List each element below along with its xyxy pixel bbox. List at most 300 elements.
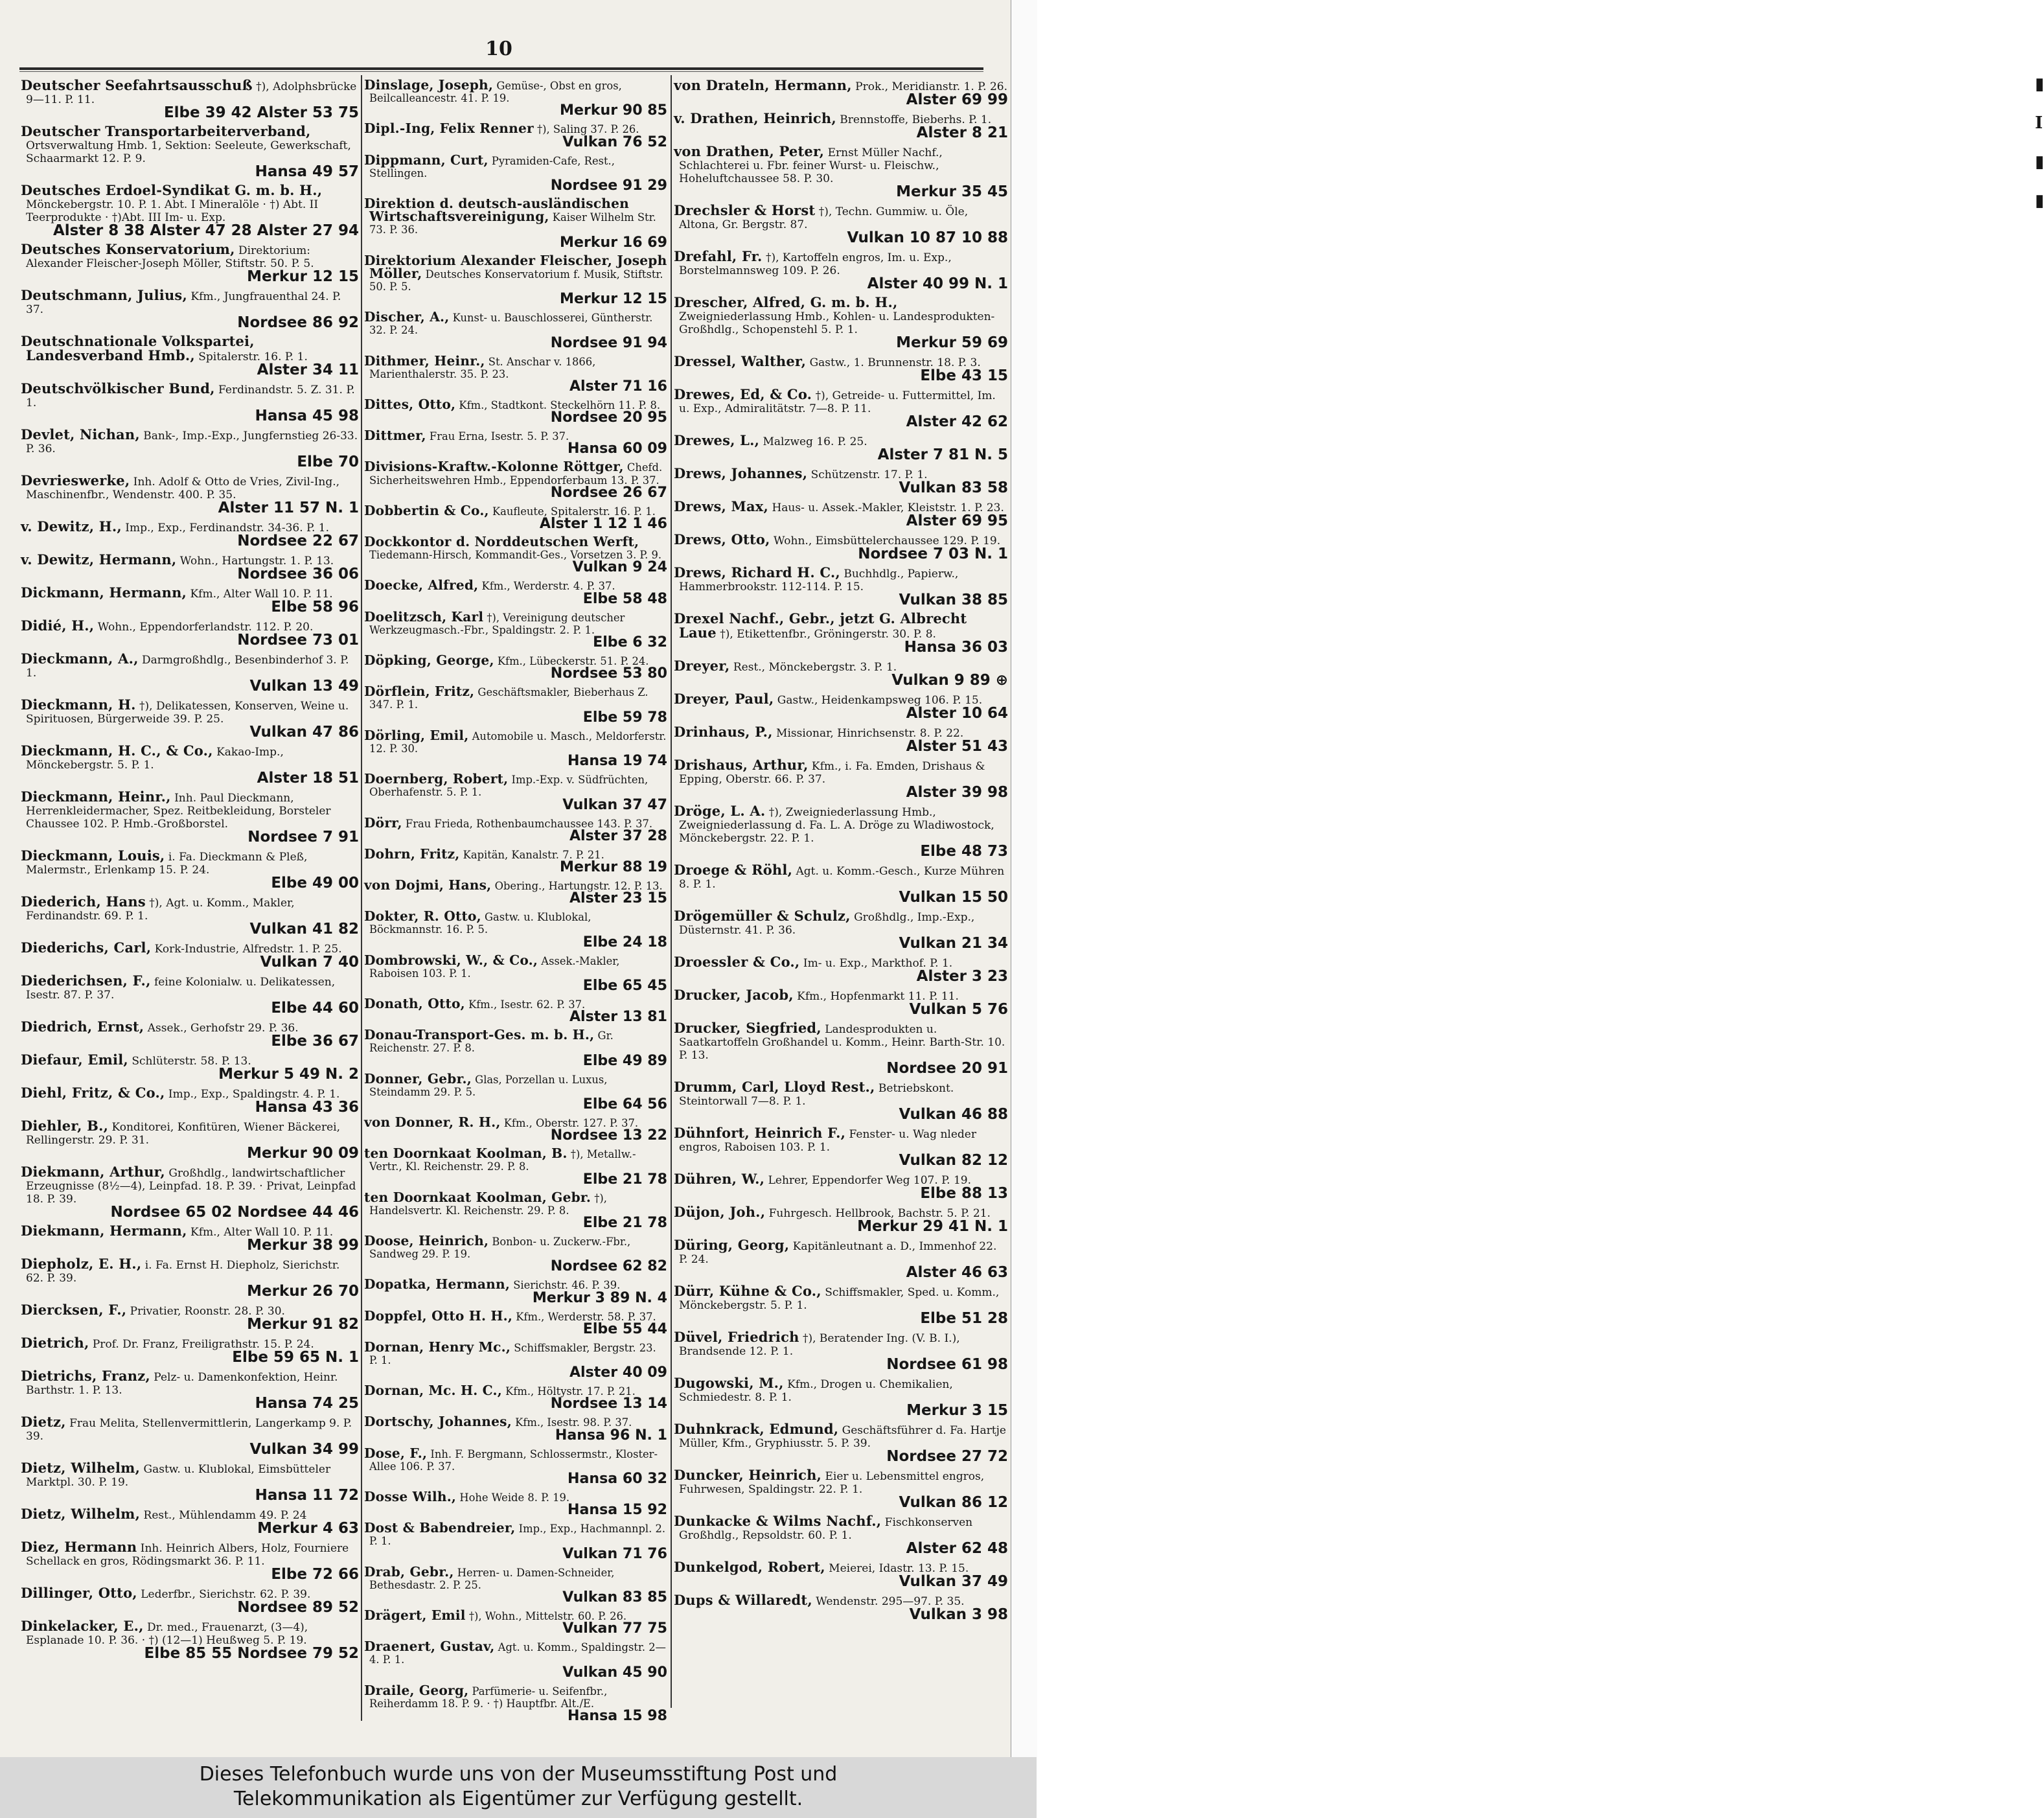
entry-name: Döpking, George, bbox=[364, 652, 494, 669]
directory-entry bbox=[364, 910, 667, 950]
directory-entry bbox=[21, 586, 359, 616]
entry-name: von Dojmi, Hans, bbox=[364, 877, 492, 893]
directory-entry bbox=[674, 956, 1008, 985]
directory-entry bbox=[364, 461, 667, 500]
phone-number: Nordsee 89 52 bbox=[237, 1599, 359, 1616]
entry-name: Diekmann, Arthur, bbox=[21, 1164, 165, 1180]
entry-name: Drab, Gebr., bbox=[364, 1563, 454, 1580]
entry-details: †), Agt. u. Komm., Makler, Ferdinandstr. 69. P. 1. bbox=[26, 897, 295, 923]
directory-column-2 bbox=[364, 79, 667, 1728]
directory-entry bbox=[21, 1416, 359, 1458]
directory-entry bbox=[364, 814, 667, 844]
phone-number: Alster 7 81 N. 5 bbox=[877, 446, 1008, 463]
directory-entry bbox=[21, 1587, 359, 1616]
entry-name: Dickmann, Hermann, bbox=[21, 584, 187, 601]
phone-number: Merkur 88 19 bbox=[560, 858, 667, 875]
phone-number: Nordsee 62 82 bbox=[550, 1258, 667, 1275]
directory-entry bbox=[364, 79, 667, 119]
entry-details: Pelz- u. Damenkonfektion, Heinr. Barthstr. 1. P. 13. bbox=[26, 1371, 338, 1397]
entry-details: Glas, Porzellan u. Luxus, Steindamm 29. P. 5. bbox=[369, 1073, 608, 1098]
phone-number: Merkur 12 15 bbox=[560, 291, 667, 308]
entry-details: Lehrer, Eppendorfer Weg 107. P. 19. bbox=[764, 1174, 971, 1187]
entry-details: †), Delikatessen, Konserven, Weine u. Spirituosen, Bürgerweide 39. P. 25. bbox=[26, 700, 349, 726]
entry-name: Doernberg, Robert, bbox=[364, 771, 509, 787]
entry-name: Drumm, Carl, Lloyd Rest., bbox=[674, 1079, 875, 1095]
entry-details: feine Kolonialw. u. Delikatessen, Isestr. 87. P. 37. bbox=[26, 976, 336, 1002]
directory-entry bbox=[21, 184, 359, 239]
directory-entry bbox=[674, 467, 1008, 496]
phone-number: Alster 1 12 1 46 bbox=[539, 516, 667, 533]
entry-name: Donner, Gebr., bbox=[364, 1070, 472, 1087]
directory-entry bbox=[21, 1620, 359, 1662]
directory-entry bbox=[21, 895, 359, 938]
entry-details: Kork-Industrie, Alfredstr. 1. P. 25. bbox=[151, 943, 342, 956]
entry-name: Discher, A., bbox=[364, 309, 450, 325]
directory-entry bbox=[21, 243, 359, 285]
directory-entry bbox=[674, 1081, 1008, 1123]
phone-number: Vulkan 21 34 bbox=[899, 935, 1008, 952]
entry-name: Dinkelacker, E., bbox=[21, 1618, 144, 1634]
phone-number: Elbe 65 45 bbox=[582, 977, 667, 994]
phone-number: Alster 37 28 bbox=[569, 827, 667, 844]
entry-name: Drishaus, Arthur, bbox=[674, 757, 809, 773]
phone-number: Elbe 64 56 bbox=[582, 1096, 667, 1112]
directory-entry bbox=[674, 759, 1008, 801]
phone-number: Vulkan 76 52 bbox=[562, 133, 667, 150]
entry-details: Gr. Reichenstr. 27. P. 8. bbox=[369, 1030, 614, 1055]
entry-name: von Donner, R. H., bbox=[364, 1114, 501, 1130]
entry-details: Gemüse-, Obst en gros, Beilcalleancestr. 41. P. 19. bbox=[369, 80, 622, 105]
entry-details: Frau Frieda, Rothenbaumchaussee 143. P. 37. bbox=[402, 817, 653, 830]
phone-number: Merkur 90 85 bbox=[560, 102, 667, 119]
directory-entry bbox=[364, 1116, 667, 1144]
directory-entry bbox=[674, 1173, 1008, 1202]
phone-number: Nordsee 65 02 Nordsee 44 46 bbox=[110, 1204, 359, 1221]
entry-name: Deutschmann, Julius, bbox=[21, 287, 187, 303]
phone-number: Elbe 88 13 bbox=[920, 1185, 1008, 1202]
phone-number: Elbe 70 bbox=[297, 454, 359, 470]
phone-number: Vulkan 86 12 bbox=[899, 1494, 1008, 1511]
directory-entry bbox=[364, 1385, 667, 1412]
adjacent-page-fragment: ▮ I ▮ ▮ bbox=[2035, 75, 2044, 211]
directory-entry bbox=[674, 204, 1008, 246]
directory-entry bbox=[21, 1462, 359, 1504]
directory-entry bbox=[674, 1127, 1008, 1169]
entry-details: †), Etikettenfbr., Gröningerstr. 30. P. 8. bbox=[716, 628, 936, 641]
entry-details: Wohn., Eimsbüttelerchaussee 129. P. 19. bbox=[770, 535, 1001, 547]
entry-details: Kfm., Isestr. 98. P. 37. bbox=[511, 1416, 632, 1429]
phone-number: Hansa 49 57 bbox=[255, 163, 359, 180]
entry-name: Drefahl, Fr. bbox=[674, 248, 763, 264]
directory-entry bbox=[364, 1640, 667, 1680]
directory-entry bbox=[364, 773, 667, 812]
entry-name: Dieckmann, Louis, bbox=[21, 847, 165, 864]
directory-entry bbox=[674, 693, 1008, 722]
adjacent-page-edge bbox=[1011, 0, 2044, 1757]
phone-number: Elbe 51 28 bbox=[920, 1310, 1008, 1327]
phone-number: Alster 11 57 N. 1 bbox=[218, 500, 359, 516]
phone-number: Merkur 26 70 bbox=[247, 1283, 359, 1300]
entry-details: Geschäftsführer d. Fa. Hartje Müller, Kfm., Gryphiusstr. 5. P. 39. bbox=[679, 1424, 1006, 1450]
phone-number: Alster 40 99 N. 1 bbox=[867, 275, 1008, 292]
entry-name: v. Drathen, Heinrich, bbox=[674, 110, 836, 126]
phone-number: Nordsee 73 01 bbox=[237, 632, 359, 649]
phone-number: Hansa 15 98 bbox=[568, 1708, 667, 1725]
entry-name: Dunkelgod, Robert, bbox=[674, 1559, 825, 1575]
entry-details: †), Beratender Ing. (V. B. I.), Brandsende 12. P. 1. bbox=[679, 1332, 960, 1358]
phone-number: Hansa 45 98 bbox=[255, 408, 359, 424]
entry-details: Tiedemann-Hirsch, Kommandit-Ges., Vorsetzen 3. P. 9. bbox=[369, 549, 662, 562]
entry-details: †), Techn. Gummiw. u. Öle, Altona, Gr. Bergstr. 87. bbox=[679, 205, 969, 231]
directory-entry bbox=[674, 79, 1008, 108]
entry-name: Dornan, Henry Mc., bbox=[364, 1339, 511, 1355]
entry-name: Doose, Heinrich, bbox=[364, 1232, 489, 1248]
phone-number: Vulkan 41 82 bbox=[249, 921, 359, 938]
entry-details: Missionar, Hinrichsenstr. 8. P. 22. bbox=[772, 727, 964, 740]
entry-details: Imp., Exp., Spaldingstr. 4. P. 1. bbox=[165, 1088, 340, 1101]
directory-entry bbox=[364, 954, 667, 994]
entry-details: Herren- u. Damen-Schneider, Bethesdastr. 2. P. 25. bbox=[369, 1566, 615, 1591]
directory-entry bbox=[674, 726, 1008, 755]
phone-number: Alster 13 81 bbox=[569, 1009, 667, 1026]
phone-number: Merkur 3 15 bbox=[906, 1402, 1008, 1419]
entry-details: Brennstoffe, Bieberhs. P. 1. bbox=[836, 113, 992, 126]
directory-entry bbox=[674, 1561, 1008, 1590]
directory-entry bbox=[674, 1022, 1008, 1077]
directory-entry bbox=[674, 612, 1008, 656]
directory-entry bbox=[674, 1331, 1008, 1373]
directory-entry bbox=[364, 654, 667, 682]
phone-number: Hansa 60 09 bbox=[568, 441, 667, 457]
phone-number: Vulkan 37 49 bbox=[899, 1573, 1008, 1590]
directory-entry bbox=[364, 1341, 667, 1381]
directory-entry bbox=[21, 1370, 359, 1412]
phone-number: Vulkan 5 76 bbox=[909, 1001, 1008, 1018]
directory-entry bbox=[21, 520, 359, 549]
entry-details: Rest., Mönckebergstr. 3. P. 1. bbox=[729, 661, 897, 674]
entry-name: Dühren, W., bbox=[674, 1171, 765, 1187]
entry-details: Agt. u. Komm.-Gesch., Kurze Mühren 8. P. 1. bbox=[679, 865, 1005, 891]
entry-name: Doppfel, Otto H. H., bbox=[364, 1307, 513, 1324]
directory-entry bbox=[674, 1469, 1008, 1511]
entry-name: Dombrowski, W., & Co., bbox=[364, 952, 538, 968]
directory-entry bbox=[364, 995, 667, 1026]
phone-number: Merkur 16 69 bbox=[560, 234, 667, 251]
entry-name: Diepholz, E. H., bbox=[21, 1256, 142, 1272]
entry-name: Doelitzsch, Karl bbox=[364, 608, 484, 625]
entry-name: Dipl.-Ing, Felix Renner bbox=[364, 121, 534, 137]
directory-entry bbox=[674, 910, 1008, 952]
entry-name: Drescher, Alfred, G. m. b. H., bbox=[674, 294, 898, 310]
phone-number: Hansa 11 72 bbox=[255, 1487, 359, 1504]
column-separator bbox=[361, 75, 362, 1721]
directory-entry bbox=[364, 198, 667, 251]
entry-details: Direktorium: Alexander Fleischer-Joseph Möller, Stiftstr. 50. P. 5. bbox=[26, 244, 314, 270]
entry-details: Hohe Weide 8. P. 19. bbox=[456, 1491, 570, 1504]
entry-name: Deutschnationale Volkspartei, Landesverband Hmb., bbox=[21, 333, 255, 363]
entry-details: †), Getreide- u. Futtermittel, Im. u. Exp., Admiralitätstr. 7—8. P. 11. bbox=[679, 389, 996, 415]
directory-entry bbox=[674, 355, 1008, 384]
entry-name: Dithmer, Heinr., bbox=[364, 352, 485, 369]
entry-name: Drechsler & Horst bbox=[674, 202, 816, 218]
entry-details: Gastw. u. Klublokal, Böckmannstr. 16. P. 5. bbox=[369, 911, 591, 936]
entry-details: Meierei, Idastr. 13. P. 15. bbox=[825, 1562, 969, 1575]
phone-number: Vulkan 83 85 bbox=[562, 1589, 667, 1605]
entry-name: Dieckmann, H. bbox=[21, 696, 136, 713]
entry-name: Diez, Hermann bbox=[21, 1539, 137, 1555]
page-number: 10 bbox=[485, 38, 512, 60]
entry-details: Kfm., Hopfenmarkt 11. P. 11. bbox=[793, 990, 959, 1003]
directory-entry bbox=[364, 398, 667, 426]
phone-number: Elbe 49 89 bbox=[582, 1052, 667, 1069]
entry-details: i. Fa. Dieckmann & Pleß, Malermstr., Erlenkamp 15. P. 24. bbox=[26, 851, 308, 877]
entry-details: i. Fa. Ernst H. Diepholz, Sierichstr. 62. P. 39. bbox=[26, 1259, 340, 1285]
directory-entry bbox=[674, 1239, 1008, 1281]
entry-name: Dietz, Wilhelm, bbox=[21, 1506, 141, 1522]
directory-entry bbox=[21, 974, 359, 1017]
entry-name: Divisions-Kraftw.-Kolonne Röttger, bbox=[364, 459, 624, 475]
entry-details: Kfm., i. Fa. Emden, Drishaus & Epping, Oberstr. 66. P. 37. bbox=[679, 760, 985, 786]
directory-entry bbox=[364, 879, 667, 906]
directory-entry bbox=[364, 1488, 667, 1519]
phone-number: Nordsee 53 80 bbox=[550, 665, 667, 682]
phone-number: Alster 10 64 bbox=[906, 705, 1008, 722]
entry-details: Inh. Adolf & Otto de Vries, Zivil-Ing., Maschinenfbr., Wendenstr. 400. P. 35. bbox=[26, 476, 340, 501]
phone-number: Vulkan 37 47 bbox=[562, 796, 667, 813]
entry-name: von Drathen, Peter, bbox=[674, 143, 825, 159]
phone-number: Alster 71 16 bbox=[569, 378, 667, 395]
directory-entry bbox=[21, 1166, 359, 1221]
phone-number: Vulkan 46 88 bbox=[899, 1106, 1008, 1123]
entry-details: Großhdlg., landwirtschaftlicher Erzeugnisse (8½—4), Leinpfad. 18. P. 39. · Privat, Leinpfad 18. P. 39. bbox=[26, 1167, 356, 1206]
directory-entry bbox=[21, 428, 359, 470]
directory-entry bbox=[364, 352, 667, 395]
entry-details: Automobile u. Masch., Meldorferstr. 12. P. 30. bbox=[369, 730, 667, 755]
entry-details: Haus- u. Assek.-Makler, Kleiststr. 1. P. 23. bbox=[768, 501, 1004, 514]
entry-details: Gastw., 1. Brunnenstr. 18. P. 3. bbox=[806, 356, 981, 369]
directory-entry bbox=[21, 1120, 359, 1162]
entry-details: Inh. F. Bergmann, Schlossermstr., Kloster-Allee 106. P. 37. bbox=[369, 1447, 658, 1473]
entry-name: Doecke, Alfred, bbox=[364, 577, 479, 593]
phone-number: Vulkan 34 99 bbox=[249, 1441, 359, 1458]
directory-entry bbox=[21, 1020, 359, 1050]
directory-entry bbox=[21, 382, 359, 424]
entry-details: Kapitänleutnant a. D., Immenhof 22. P. 24. bbox=[679, 1240, 997, 1266]
entry-name: Düvel, Friedrich bbox=[674, 1329, 799, 1345]
entry-details: Wendenstr. 295—97. P. 35. bbox=[812, 1595, 965, 1608]
directory-entry bbox=[21, 553, 359, 582]
phone-number: Merkur 29 41 N. 1 bbox=[857, 1218, 1008, 1235]
entry-name: Dieckmann, A., bbox=[21, 650, 139, 667]
phone-number: Vulkan 47 86 bbox=[249, 724, 359, 741]
entry-details: Kfm., Oberstr. 127. P. 37. bbox=[500, 1116, 639, 1129]
entry-name: Dröge, L. A. bbox=[674, 803, 766, 819]
footer-notice bbox=[0, 1757, 1037, 1818]
directory-entry bbox=[674, 1423, 1008, 1465]
phone-number: Hansa 74 25 bbox=[255, 1395, 359, 1412]
phone-number: Elbe 43 15 bbox=[920, 367, 1008, 384]
entry-name: Dunkacke & Wilms Nachf., bbox=[674, 1513, 882, 1529]
entry-details: Großhdlg., Imp.-Exp., Düsternstr. 41. P. 36. bbox=[679, 911, 975, 937]
entry-details: Kfm., Alter Wall 10. P. 11. bbox=[187, 1226, 334, 1239]
entry-name: Düring, Georg, bbox=[674, 1237, 790, 1253]
phone-number: Alster 62 48 bbox=[906, 1540, 1008, 1557]
entry-details: Sierichstr. 46. P. 39. bbox=[510, 1279, 621, 1292]
phone-number: Nordsee 27 72 bbox=[886, 1448, 1008, 1465]
phone-number: Elbe 58 96 bbox=[271, 599, 359, 616]
directory-entry bbox=[21, 1258, 359, 1300]
phone-number: Elbe 36 67 bbox=[271, 1033, 359, 1050]
entry-name: Dohrn, Fritz, bbox=[364, 846, 460, 862]
entry-details: Wohn., Hartungstr. 1. P. 13. bbox=[176, 555, 334, 568]
entry-name: Deutschvölkischer Bund, bbox=[21, 380, 215, 397]
entry-details: Konditorei, Konfitüren, Wiener Bäckerei, Rellingerstr. 29. P. 31. bbox=[26, 1121, 340, 1147]
entry-details: †), Saling 37. P. 26. bbox=[533, 123, 639, 136]
phone-number: Elbe 21 78 bbox=[582, 1214, 667, 1231]
entry-details: Bank-, Imp.-Exp., Jungfernstieg 26-33. P. 36. bbox=[26, 430, 358, 455]
directory-entry bbox=[674, 989, 1008, 1018]
directory-entry bbox=[364, 1447, 667, 1487]
phone-number: Vulkan 83 58 bbox=[899, 479, 1008, 496]
entry-details: Buchhdlg., Papierw., Hammerbrookstr. 112-114. P. 15. bbox=[679, 568, 959, 593]
entry-details: Kfm., Lübeckerstr. 51. P. 24. bbox=[494, 655, 649, 668]
entry-name: Diedrich, Ernst, bbox=[21, 1018, 144, 1035]
phone-number: Vulkan 13 49 bbox=[249, 678, 359, 695]
footer-line-2: Telekommunikation als Eigentümer zur Verfügung gestellt. bbox=[233, 1788, 803, 1810]
directory-entry bbox=[364, 154, 667, 194]
directory-entry bbox=[21, 1304, 359, 1333]
entry-details: Privatier, Roonstr. 28. P. 30. bbox=[126, 1305, 285, 1318]
entry-details: Kakao-Imp., Mönckebergstr. 5. P. 1. bbox=[26, 746, 284, 772]
entry-details: Im- u. Exp., Markthof. P. 1. bbox=[799, 957, 953, 970]
entry-name: Drews, Johannes, bbox=[674, 465, 808, 481]
entry-name: Düjon, Joh., bbox=[674, 1204, 766, 1220]
phone-number: Elbe 85 55 Nordsee 79 52 bbox=[144, 1645, 359, 1662]
phone-number: Vulkan 15 50 bbox=[899, 889, 1008, 906]
directory-entry bbox=[674, 1377, 1008, 1419]
entry-name: Donau-Transport-Ges. m. b. H., bbox=[364, 1027, 595, 1043]
entry-details: Inh. Heinrich Albers, Holz, Fourniere Schellack en gros, Rödingsmarkt 36. P. 11. bbox=[26, 1542, 349, 1568]
entry-name: Dieckmann, H. C., & Co., bbox=[21, 742, 213, 759]
entry-name: Diederich, Hans bbox=[21, 893, 146, 910]
phone-number: Merkur 3 89 N. 4 bbox=[532, 1289, 667, 1306]
directory-entry bbox=[364, 1191, 667, 1231]
phone-number: Alster 8 21 bbox=[916, 124, 1008, 141]
phone-number: Alster 40 09 bbox=[569, 1364, 667, 1381]
directory-entry bbox=[21, 698, 359, 741]
entry-name: Deutsches Konservatorium, bbox=[21, 241, 235, 257]
entry-name: Dietz, Wilhelm, bbox=[21, 1460, 141, 1476]
phone-number: Nordsee 13 14 bbox=[550, 1396, 667, 1412]
entry-details: Ortsverwaltung Hmb. 1, Sektion: Seeleute, Gewerkschaft, Schaarmarkt 12. P. 9. bbox=[26, 139, 351, 165]
directory-entry bbox=[674, 566, 1008, 608]
entry-name: Dugowski, M., bbox=[674, 1375, 784, 1391]
entry-details: Gastw. u. Klublokal, Eimsbütteler Marktpl. 30. P. 19. bbox=[26, 1463, 331, 1489]
phone-number: Nordsee 91 29 bbox=[550, 178, 667, 194]
phone-number: Elbe 59 78 bbox=[582, 709, 667, 726]
phone-number: Elbe 58 48 bbox=[582, 590, 667, 607]
entry-details: Kfm., Werderstr. 58. P. 37. bbox=[512, 1310, 656, 1323]
phone-number: Elbe 59 65 N. 1 bbox=[232, 1349, 359, 1366]
entry-details: Kfm., Isestr. 62. P. 37. bbox=[465, 998, 586, 1011]
entry-details: †), Kartoffeln engros, Im. u. Exp., Borstelmannsweg 109. P. 26. bbox=[679, 251, 952, 277]
entry-details: Pyramiden-Cafe, Rest., Stellingen. bbox=[369, 154, 615, 179]
entry-details: Kfm., Jungfrauenthal 24. P. 37. bbox=[26, 290, 341, 316]
entry-name: Diekmann, Hermann, bbox=[21, 1223, 187, 1239]
phone-number: Alster 18 51 bbox=[257, 770, 359, 787]
entry-details: Dr. med., Frauenarzt, (3—4), Esplanade 10. P. 36. · †) (12—1) Heußweg 5. P. 19. bbox=[26, 1621, 308, 1647]
directory-entry bbox=[674, 1594, 1008, 1623]
entry-details: Ferdinandstr. 5. Z. 31. P. 1. bbox=[26, 384, 355, 409]
phone-number: Vulkan 71 76 bbox=[562, 1545, 667, 1562]
directory-entry bbox=[21, 335, 359, 378]
entry-name: Duhnkrack, Edmund, bbox=[674, 1421, 839, 1437]
directory-entry bbox=[364, 1278, 667, 1306]
entry-details: Inh. Paul Dieckmann, Herrenkleidermacher, Spez. Reitbekleidung, Borsteler Chaussee 102. P. Hmb.-Großborstel. bbox=[26, 792, 331, 831]
entry-details: Imp., Exp., Hachmannpl. 2. P. 1. bbox=[369, 1523, 666, 1548]
phone-number: Elbe 44 60 bbox=[271, 1000, 359, 1017]
entry-name: Drinhaus, P., bbox=[674, 724, 773, 740]
entry-details: Agt. u. Komm., Spaldingstr. 2—4. P. 1. bbox=[369, 1641, 666, 1666]
phone-number: Merkur 4 63 bbox=[257, 1520, 359, 1537]
phone-number: Nordsee 26 67 bbox=[550, 484, 667, 501]
phone-number: Vulkan 9 89 ⊕ bbox=[891, 672, 1008, 689]
entry-details: Kaiser Wilhelm Str. 73. P. 36. bbox=[369, 211, 656, 236]
directory-entry bbox=[21, 125, 359, 180]
entry-name: Draenert, Gustav, bbox=[364, 1639, 495, 1655]
entry-name: Donath, Otto, bbox=[364, 995, 465, 1011]
phone-number: Hansa 96 N. 1 bbox=[555, 1427, 667, 1444]
phone-number: Vulkan 82 12 bbox=[899, 1152, 1008, 1169]
phone-number: Elbe 55 44 bbox=[582, 1320, 667, 1337]
phone-number: Hansa 15 92 bbox=[568, 1502, 667, 1519]
entry-details: †), Zweigniederlassung Hmb., Zweigniederlassung d. Fa. L. A. Dröge zu Wladiwostock, Mönckebergstr. 22. P. 1. bbox=[679, 806, 994, 845]
entry-name: ten Doornkaat Koolman, B. bbox=[364, 1145, 568, 1162]
directory-entry bbox=[364, 1682, 667, 1725]
entry-details: Kfm., Drogen u. Chemikalien, Schmiedestr. 8. P. 1. bbox=[679, 1378, 953, 1404]
entry-name: Drews, Otto, bbox=[674, 531, 770, 547]
entry-details: Parfümerie- u. Seifenfbr., Reiherdamm 18. P. 9. · †) Hauptfbr. Alt./E. bbox=[369, 1685, 608, 1710]
phone-number: Alster 34 11 bbox=[257, 362, 359, 378]
entry-details: Fuhrgesch. Hellbrook, Bachstr. 5. P. 21. bbox=[765, 1207, 991, 1220]
directory-entry bbox=[674, 388, 1008, 430]
entry-name: Deutsches Erdoel-Syndikat G. m. b. H., bbox=[21, 182, 323, 198]
directory-entry bbox=[674, 250, 1008, 292]
entry-name: Dokter, R. Otto, bbox=[364, 908, 481, 925]
entry-details: Schiffsmakler, Sped. u. Komm., Mönckebergstr. 5. P. 1. bbox=[679, 1286, 1000, 1312]
directory-entry bbox=[21, 289, 359, 331]
entry-name: Drucker, Siegfried, bbox=[674, 1020, 821, 1036]
phone-number: Vulkan 3 98 bbox=[909, 1606, 1008, 1623]
directory-column-1 bbox=[21, 79, 359, 1666]
entry-details: Zweigniederlassung Hmb., Kohlen- u. Landesprodukten-Großhdlg., Schopenstehl 5. P. 1. bbox=[679, 310, 995, 336]
entry-name: Didié, H., bbox=[21, 617, 95, 634]
directory-entry bbox=[364, 1307, 667, 1337]
entry-name: Diederichsen, F., bbox=[21, 972, 151, 989]
entry-name: Dreyer, Paul, bbox=[674, 691, 774, 707]
entry-name: Dittmer, bbox=[364, 428, 426, 444]
phone-number: Merkur 35 45 bbox=[896, 183, 1008, 200]
entry-details: Darmgroßhdlg., Besenbinderhof 3. P. 1. bbox=[26, 654, 349, 680]
entry-name: Drägert, Emil bbox=[364, 1607, 466, 1623]
entry-name: Dose, F., bbox=[364, 1445, 428, 1461]
directory-entry bbox=[364, 727, 667, 770]
directory-entry bbox=[364, 1522, 667, 1561]
entry-name: Drewes, Ed, & Co. bbox=[674, 386, 812, 402]
directory-entry bbox=[364, 608, 667, 651]
entry-name: Diefaur, Emil, bbox=[21, 1052, 128, 1068]
entry-details: Imp.-Exp. v. Südfrüchten, Oberhafenstr. 5. P. 1. bbox=[369, 774, 649, 799]
